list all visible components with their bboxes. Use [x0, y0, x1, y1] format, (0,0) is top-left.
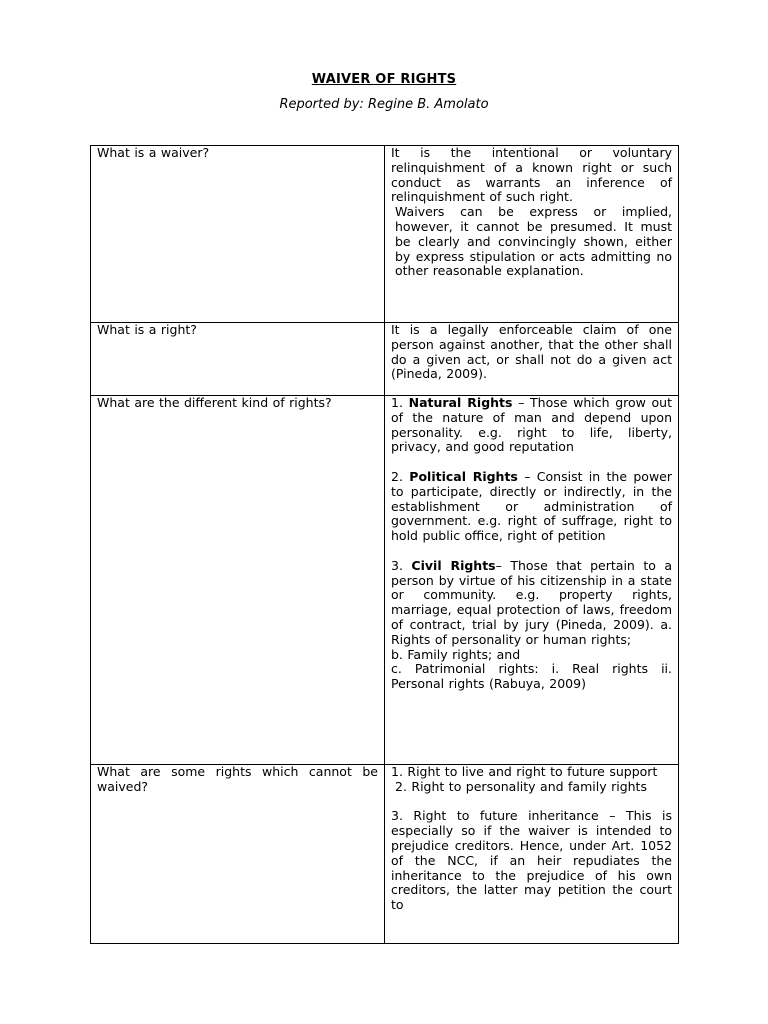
- item-number: 3.: [391, 557, 403, 573]
- answer-paragraph: Waivers can be express or implied, however, it cannot be presumed. It must be clearly and convincingly shown, either by express stipulation or acts admitting no other reasonable explanation.: [395, 204, 672, 279]
- item-number: 1.: [391, 395, 403, 410]
- rights-item-political: [391, 470, 672, 544]
- rights-item-natural: [391, 396, 672, 455]
- question-cell: [91, 396, 385, 765]
- answer-paragraph: It is a legally enforceable claim of one person against another, that the other shall do a given act, or shall not do a given act (Pineda, 2009).: [391, 322, 672, 382]
- document-title: WAIVER OF RIGHTS: [311, 72, 457, 87]
- table-row: [91, 396, 679, 765]
- rights-subitem: c. Patrimonial rights: i. Real rights ii. Personal rights (Rabuya, 2009): [391, 661, 672, 692]
- table-row: [91, 765, 679, 944]
- question-text: What is a waiver?: [97, 145, 210, 160]
- question-cell: [91, 146, 385, 323]
- question-text: What are the different kind of rights?: [97, 395, 332, 410]
- answer-paragraph: 3. Right to future inheritance – This is especially so if the waiver is intended to prejudice creditors. Hence, under Art. 1052 of the NCC, if an heir repudiates the inheritance to the prejudice of his own creditors, the latter may petition the court to: [391, 808, 672, 913]
- item-heading: Political Rights: [409, 468, 518, 484]
- item-text: – Those that pertain to a person by virtue of his citizenship in a state or community. e.g. property rights, marriage, equal protection of laws, freedom of contract, trial by jury (Pineda, 2009). a. Rights of personality or human rights;: [391, 557, 673, 647]
- item-number: 2.: [391, 468, 403, 484]
- answer-cell: [385, 765, 679, 944]
- document-subtitle: Reported by: Regine B. Amolato: [279, 97, 489, 112]
- question-cell: [91, 765, 385, 944]
- table-row: [91, 146, 679, 323]
- answer-paragraph: 1. Right to live and right to future support: [391, 764, 658, 779]
- item-text: – Those which grow out of the nature of man and depend upon personality. e.g. right to life, liberty, privacy, and good reputation: [391, 395, 672, 455]
- qa-table: [90, 145, 679, 944]
- item-text: – Consist in the power to participate, directly or indirectly, in the establishment or administration of government. e.g. right of suffrage, right to hold public office, right of petition: [391, 468, 673, 544]
- rights-item-civil: [391, 559, 672, 648]
- answer-cell: [385, 146, 679, 323]
- rights-subitem: b. Family rights; and: [391, 646, 521, 662]
- item-heading: Natural Rights: [408, 395, 513, 410]
- item-heading: Civil Rights: [411, 557, 496, 573]
- question-cell: [91, 323, 385, 396]
- answer-cell: [385, 323, 679, 396]
- question-text: What are some rights which cannot be waived?: [97, 764, 378, 794]
- answer-paragraph: 2. Right to personality and family rights: [395, 778, 647, 794]
- answer-cell: [385, 396, 679, 765]
- question-text: What is a right?: [97, 322, 197, 337]
- answer-paragraph: It is the intentional or voluntary relinquishment of a known right or such conduct as warrants an inference of relinquishment of such right.: [391, 145, 672, 205]
- table-row: [91, 323, 679, 396]
